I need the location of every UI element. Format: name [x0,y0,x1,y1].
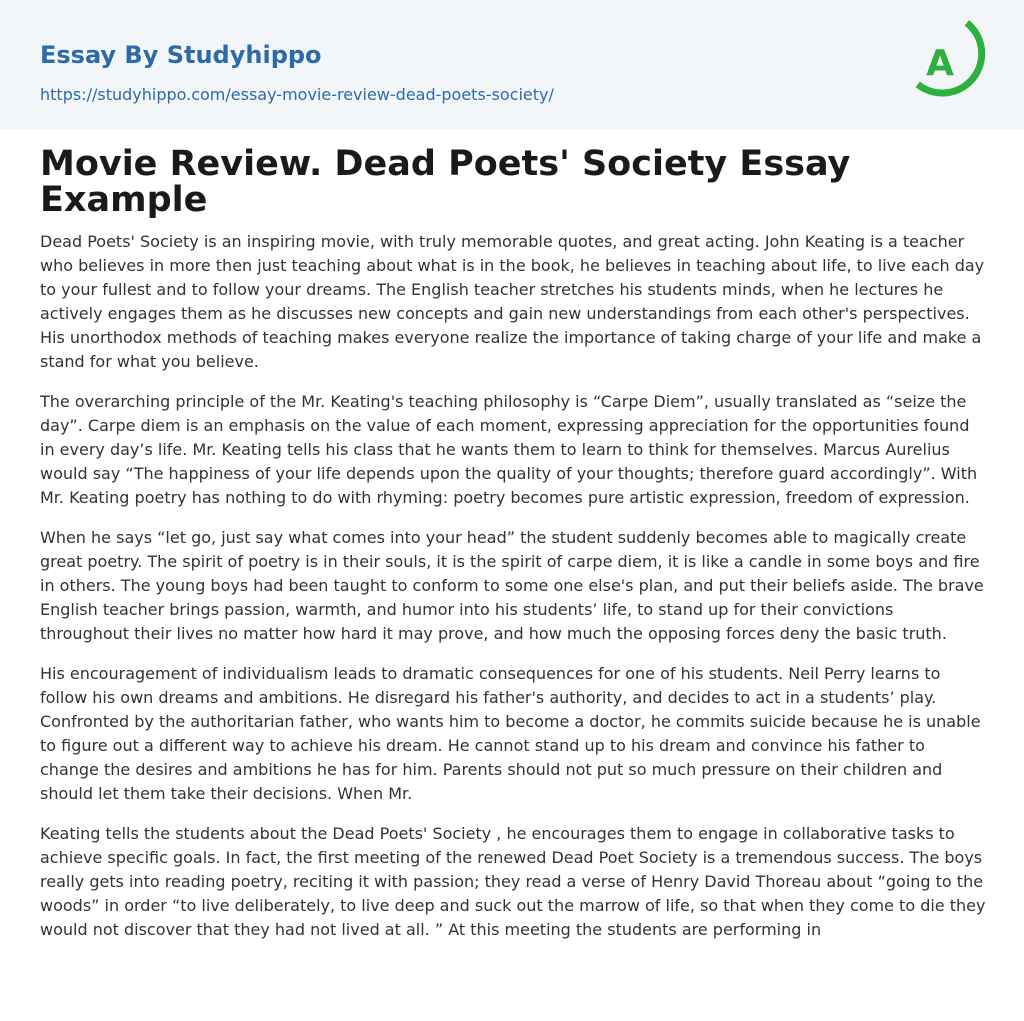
site-header [0,0,1024,129]
article [40,146,986,958]
article-title: Movie Review. Dead Poets' Society Essay Example [40,144,851,220]
article-paragraph-1: Dead Poets' Society is an inspiring movie, with truly memorable quotes, and great acting. John Keating is a teacher who believes in more then just teaching about what is in the book, he believes in teaching about life, to live each day to your fullest and to follow your dreams. The English teacher stretches his students minds, when he lectures he actively engages them as he discusses new concepts and gain new understandings from each other's perspectives. His unorthodox methods of teaching makes everyone realize the importance of taking charge of your life and make a stand for what you believe. [40,232,985,371]
article-paragraph-5: Keating tells the students about the Dead Poets' Society , he encourages them to engage in collaborative tasks to achieve specific goals. In fact, the first meeting of the renewed Dead Poet Society is a tremendous success. The boys really gets into reading poetry, reciting it with passion; they read a verse of Henry David Thoreau about “going to the woods” in order “to live deliberately, to live deep and suck out the marrow of life, so that when they come to die they would not discover that they had not lived at all. ” At this meeting the students are performing in [40,824,986,939]
logo-letter: A [926,43,954,84]
article-body [40,230,986,942]
studyhippo-logo-icon[interactable] [906,18,992,104]
article-paragraph-4: His encouragement of individualism leads to dramatic consequences for one of his students. Neil Perry learns to follow his own dreams and ambitions. He disregard his father's authority, and decides to act in a students’ play. Confronted by the authoritarian father, who wants him to become a doctor, he commits suicide because he is unable to figure out a different way to achieve his dream. He cannot stand up to his dream and convince his father to change the desires and ambitions he has for him. Parents should not put so much pressure on their children and should let them take their decisions. When Mr. [40,664,981,803]
article-paragraph-2: The overarching principle of the Mr. Keating's teaching philosophy is “Carpe Diem”, usually translated as “seize the day”. Carpe diem is an emphasis on the value of each moment, expressing appreciation for the opportunities found in every day’s life. Mr. Keating tells his class that he wants them to learn to think for themselves. Marcus Aurelius would say “The happiness of your life depends upon the quality of your thoughts; therefore guard accordingly”. With Mr. Keating poetry has nothing to do with rhyming: poetry becomes pure artistic expression, freedom of expression. [40,392,978,507]
essay-url-link[interactable]: https://studyhippo.com/essay-movie-review-dead-poets-society/ [40,85,554,104]
site-brand[interactable]: Essay By Studyhippo [40,41,322,69]
article-paragraph-3: When he says “let go, just say what comes into your head” the student suddenly becomes able to magically create great poetry. The spirit of poetry is in their souls, it is the spirit of carpe diem, it is like a candle in some boys and fire in others. The young boys had been taught to conform to some one else's plan, and put their beliefs aside. The brave English teacher brings passion, warmth, and humor into his students’ life, to stand up for their convictions throughout their lives no matter how hard it may prove, and how much the opposing forces deny the basic truth. [40,528,984,643]
